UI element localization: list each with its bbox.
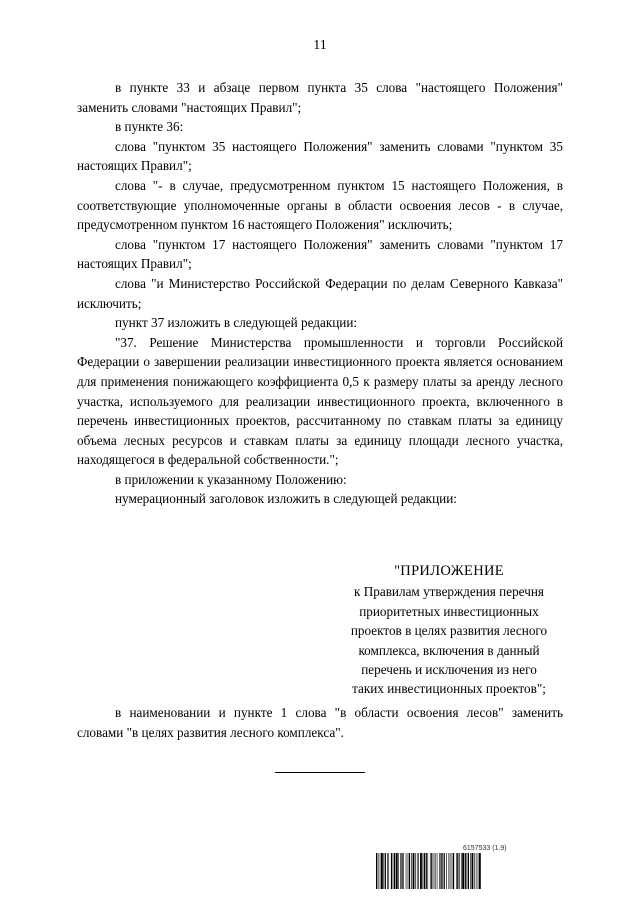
barcode-bar <box>435 853 436 889</box>
paragraph-item-36-remove-ministry: слова "и Министерство Российской Федерации по делам Северного Кавказа" исключить; <box>77 275 563 311</box>
barcode-bar <box>453 853 454 889</box>
barcode-bar <box>409 853 410 889</box>
appendix-title: "ПРИЛОЖЕНИЕ <box>394 563 504 579</box>
barcode-bar <box>462 853 464 889</box>
barcode-bar <box>400 853 401 889</box>
final-body <box>77 703 563 742</box>
barcode-code: 6157533 (1.9) <box>463 845 507 852</box>
barcode-bar <box>398 853 399 889</box>
barcode-bar <box>413 853 415 889</box>
barcode-bar <box>465 853 466 889</box>
barcode-bar <box>478 853 479 889</box>
barcode-bar <box>452 853 453 889</box>
barcode-bar <box>401 853 402 889</box>
barcode-bar <box>424 853 425 889</box>
barcode-bar <box>403 853 404 889</box>
end-divider <box>275 772 365 773</box>
appendix-line: приоритетных инвестиционных <box>359 603 539 619</box>
barcode-bar <box>439 853 440 889</box>
barcode-bar <box>471 853 473 889</box>
barcode-icon <box>376 853 564 889</box>
barcode-bar <box>456 853 457 889</box>
barcode-bar <box>457 853 458 889</box>
barcode-bar <box>381 853 383 889</box>
barcode-bar <box>415 853 416 889</box>
barcode-bar <box>393 853 394 889</box>
barcode-bar <box>376 853 377 889</box>
barcode-bar <box>378 853 379 889</box>
appendix-block <box>330 562 568 699</box>
appendix-line: проектов в целях развития лесного <box>350 623 548 639</box>
barcode-bar <box>446 853 447 889</box>
barcode-bar <box>449 853 450 889</box>
barcode-bar <box>434 853 435 889</box>
page-number: 11 <box>313 38 327 53</box>
barcode-bar <box>467 853 468 889</box>
barcode-bar <box>387 853 388 889</box>
barcode-bar <box>406 853 407 889</box>
barcode-bar <box>380 853 381 889</box>
appendix-line: перечень и исключения из него <box>361 662 537 678</box>
paragraph-item-37-heading: пункт 37 изложить в следующей редакции: <box>115 315 358 331</box>
barcode-bar <box>450 853 451 889</box>
barcode-bar <box>470 853 471 889</box>
barcode-bar <box>385 853 386 889</box>
barcode-bar <box>468 853 469 889</box>
barcode-bar <box>459 853 460 889</box>
barcode-bar <box>442 853 443 889</box>
barcode-bar <box>437 853 438 889</box>
paragraph-appendix-heading: в приложении к указанному Положению: <box>115 471 347 487</box>
appendix-line: комплекса, включения в данный <box>358 642 540 658</box>
barcode-bar <box>461 853 462 889</box>
barcode-bar <box>418 853 419 889</box>
barcode-bar <box>394 853 395 889</box>
paragraph-numbering-heading: нумерационный заголовок изложить в следующей редакции: <box>115 491 457 507</box>
barcode-bar <box>444 853 445 889</box>
barcode-bar <box>411 853 412 889</box>
barcode-bar <box>417 853 418 889</box>
document-body <box>77 78 563 509</box>
barcode-bar <box>396 853 398 889</box>
barcode-bar <box>479 853 481 889</box>
barcode-bar <box>474 853 475 889</box>
barcode-bar <box>423 853 424 889</box>
paragraph-item-37-text: "37. Решение Министерства промышленности и торговли Российской Федерации о завершении реализации инвестиционного проекта является основанием для применения понижающего коэффициента 0,5 к размеру платы за аренду лесного участка, используемого для реализации инвестиционного проекта, включенного в перечень инвестиционных проектов, рассчитанному по ставкам платы за единицу объема лесных ресурсов и ставкам платы за единицу площади лесного участка, находящегося в федеральной собственности."; <box>77 334 563 468</box>
barcode-bar <box>420 853 422 889</box>
paragraph-item-36-replace-17: слова "пунктом 17 настоящего Положения" заменить словами "пунктом 17 настоящих Правил"; <box>77 236 563 272</box>
barcode-bar <box>391 853 392 889</box>
barcode-bar <box>383 853 384 889</box>
barcode-bar <box>431 853 432 889</box>
barcode-bar <box>408 853 409 889</box>
barcode-bar <box>440 853 441 889</box>
barcode-bar <box>430 853 431 889</box>
paragraph-item-33-35: в пункте 33 и абзаце первом пункта 35 слова "настоящего Положения" заменить словами "настоящих Правил"; <box>77 80 563 115</box>
appendix-line: к Правилам утверждения перечня <box>354 584 544 600</box>
paragraph-item-36-heading: в пункте 36: <box>115 119 184 135</box>
barcode-bar <box>426 853 427 889</box>
barcode-bar <box>388 853 389 889</box>
appendix-line: таких инвестиционных проектов"; <box>352 681 546 697</box>
paragraph-title-replace: в наименовании и пункте 1 слова "в области освоения лесов" заменить словами "в целях развития лесного комплекса". <box>77 705 563 740</box>
barcode-bar <box>476 853 477 889</box>
paragraph-item-36-remove-case: слова "- в случае, предусмотренном пунктом 15 настоящего Положения, в соответствующие уполномоченные органы в области освоения лесов - в случае, предусмотренном пунктом 16 настоящего Положения" исключить; <box>77 177 563 233</box>
paragraph-item-36-replace-35: слова "пунктом 35 настоящего Положения" заменить словами "пунктом 35 настоящих Правил"; <box>77 138 563 174</box>
barcode-bar <box>427 853 428 889</box>
